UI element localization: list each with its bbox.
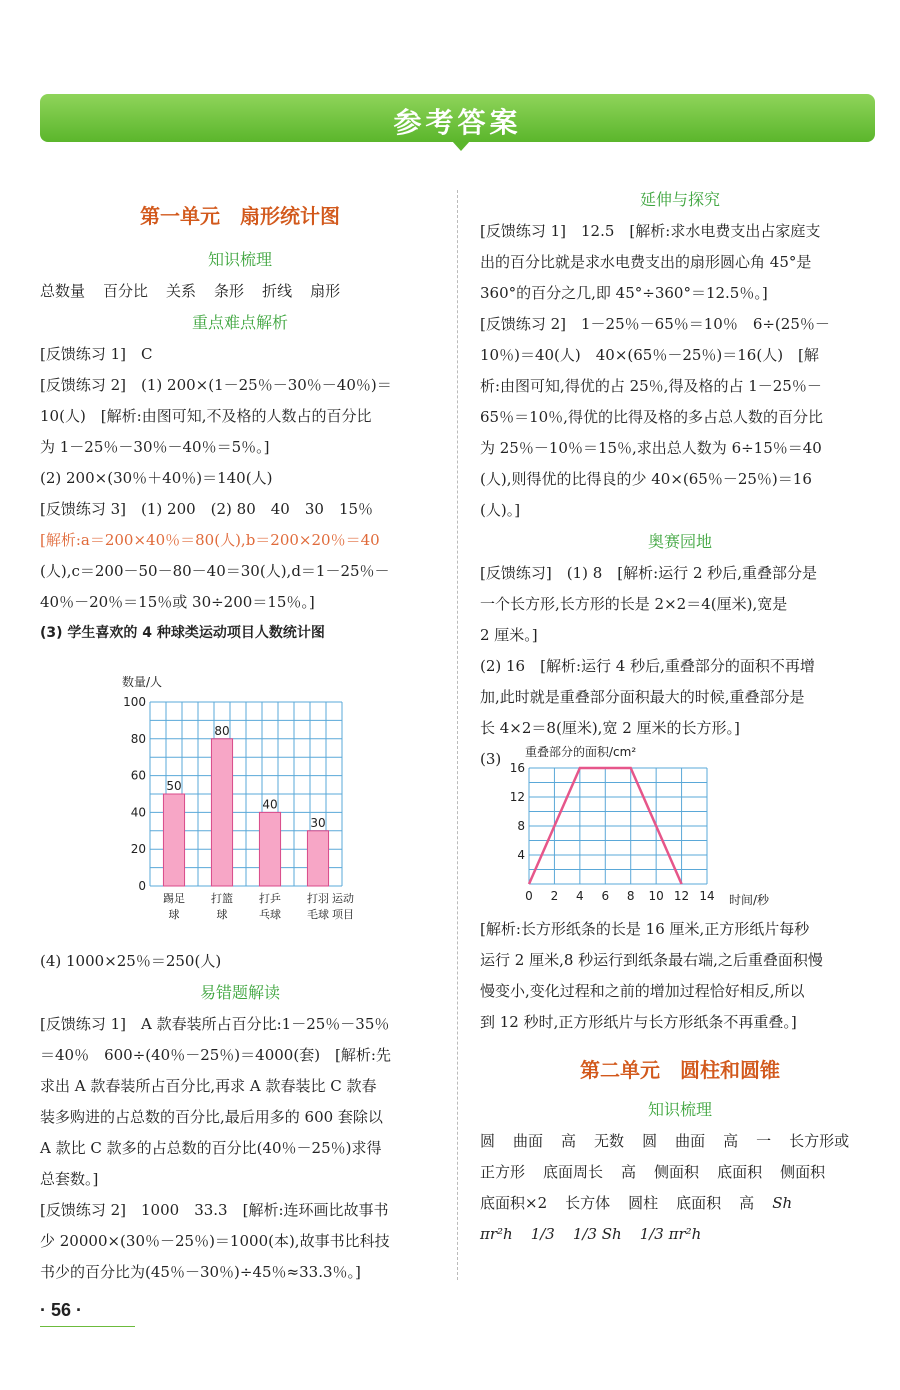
formula: 1/3 Sh [572, 1225, 622, 1243]
answer-line: 求出 A 款春装所占百分比,再求 A 款春装比 C 款春 [40, 1077, 377, 1095]
bar-value-label: 30 [310, 815, 326, 830]
bar-ytick-label: 0 [138, 879, 146, 893]
answer-line: 40％－20％＝15％或 30÷200＝15％。] [40, 593, 315, 611]
answer-line: (2) 16 [解析:运行 4 秒后,重叠部分的面积不再增 [480, 657, 815, 675]
term: 长方形或 [789, 1132, 850, 1150]
term: 正方形 [480, 1163, 526, 1181]
line-ytick-label: 16 [509, 761, 525, 775]
bar [259, 812, 280, 886]
answer-line: 到 12 秒时,正方形纸片与长方形纸条不再重叠。] [480, 1013, 797, 1031]
page-number: · 56 · [40, 1300, 83, 1320]
answer-line: 360°的百分之几,即 45°÷360°＝12.5％。] [480, 284, 768, 302]
section-errors: 易错题解读 [199, 983, 280, 1002]
answer-line: (2) 200×(30％＋40％)＝140(人) [40, 469, 273, 487]
answer-line: 出的百分比就是求水电费支出的扇形圆心角 45°是 [480, 253, 812, 271]
term: 底面周长 [543, 1163, 604, 1181]
term: 长方体 [565, 1194, 611, 1212]
term: 折线 [262, 282, 293, 300]
formula: 1/3 πr²h [639, 1225, 702, 1243]
section-knowledge-2: 知识梳理 [647, 1100, 712, 1119]
term: 高 [723, 1132, 739, 1150]
answer-line: 65％＝10％,得优的比得及格的多占总人数的百分比 [480, 408, 823, 426]
term: 高 [739, 1194, 755, 1212]
bar-xlabel-2: 项目 [332, 908, 354, 921]
answer-line: 运行 2 厘米,8 秒运行到纸条最右端,之后重叠面积慢 [480, 951, 823, 969]
answer-line: [反馈练习 2] 1000 33.3 [解析:连环画比故事书 [40, 1201, 389, 1219]
bar [307, 831, 328, 886]
answer-line: 书少的百分比为(45％－30％)÷45％≈33.3％。] [40, 1263, 361, 1281]
bar-category-label: 球 [168, 908, 180, 921]
answer-line: (4) 1000×25％＝250(人) [40, 952, 222, 970]
line-chart [505, 742, 805, 912]
answer-line: [解析:长方形纸条的长是 16 厘米,正方形纸片每秒 [480, 920, 810, 938]
unit-1-title: 第一单元 扇形统计图 [140, 204, 340, 228]
term: 底面积 [717, 1163, 763, 1181]
chart-caption: (3) 学生喜欢的 4 种球类运动项目人数统计图 [40, 625, 325, 641]
bar-ytick-label: 40 [130, 805, 146, 820]
analysis-line: [解析:a＝200×40％＝80(人),b＝200×20％＝40 [40, 531, 380, 549]
bar-category-label: 打羽 [307, 892, 329, 905]
answer-line: 析:由图可知,得优的占 25％,得及格的占 1－25％－ [480, 377, 822, 395]
answer-line: [反馈练习 2] (1) 200×(1－25％－30％－40％)＝ [40, 376, 392, 394]
term: 关系 [166, 282, 197, 300]
bar [211, 739, 232, 886]
answer-line: (人)。] [480, 501, 521, 519]
term: 高 [561, 1132, 577, 1150]
bar-ylabel: 数量/人 [122, 675, 163, 689]
line-xtick-label: 10 [648, 889, 664, 903]
answer-line: [反馈练习 3] (1) 200 (2) 80 40 30 15％ [40, 500, 374, 518]
left-column-lower [40, 946, 440, 1288]
term: 圆柱 [628, 1194, 659, 1212]
line-ytick-label: 8 [517, 819, 525, 833]
bar-chart [110, 668, 370, 938]
knowledge-terms-row-1 [480, 1126, 880, 1157]
answer-line: 为 1－25％－30％－40％＝5％。] [40, 438, 270, 456]
knowledge-terms [40, 276, 440, 307]
term: 底面积×2 [480, 1194, 548, 1212]
line-xtick-label: 4 [576, 889, 584, 903]
term: 侧面积 [780, 1163, 826, 1181]
term: 总数量 [40, 282, 86, 300]
term: 曲面 [675, 1132, 706, 1150]
answer-line: 长 4×2＝8(厘米),宽 2 厘米的长方形。] [480, 719, 740, 737]
answer-line: 一个长方形,长方形的长是 2×2＝4(厘米),宽是 [480, 595, 788, 613]
unit-2-title: 第二单元 圆柱和圆锥 [580, 1058, 780, 1082]
answer-line: [反馈练习] (1) 8 [解析:运行 2 秒后,重叠部分是 [480, 564, 818, 582]
bar-ytick-label: 20 [130, 842, 146, 857]
answer-line: 总套数。] [40, 1170, 99, 1188]
line-xtick-label: 2 [550, 889, 559, 903]
formula: πr²h [480, 1225, 513, 1243]
bar [163, 794, 184, 886]
answer-line: (人),c＝200－50－80－40＝30(人),d＝1－25％－ [40, 562, 390, 580]
term: 一 [756, 1132, 772, 1150]
answer-line: 少 20000×(30％－25％)＝1000(本),故事书比科技 [40, 1232, 390, 1250]
answer-line: [反馈练习 1] A 款春装所占百分比:1－25％－35％ [40, 1015, 390, 1033]
term: 无数 [594, 1132, 625, 1150]
line-ytick-label: 4 [517, 848, 525, 862]
answer-line: ＝40％ 600÷(40％－25％)＝4000(套) [解析:先 [40, 1046, 391, 1064]
bar-ytick-label: 80 [130, 731, 146, 746]
line-xtick-label: 0 [525, 889, 533, 903]
bar-category-label: 球 [216, 908, 228, 921]
answer-line: 2 厘米。] [480, 626, 538, 644]
answer-line: [反馈练习 2] 1－25％－65％＝10％ 6÷(25％－ [480, 315, 830, 333]
bar-value-label: 80 [214, 723, 230, 738]
knowledge-terms-row-4 [480, 1219, 880, 1250]
line-xtick-label: 14 [699, 889, 715, 903]
answer-line: A 款比 C 款多的占总数的百分比(40％－25％)求得 [40, 1139, 382, 1157]
line-xtick-label: 12 [673, 889, 690, 903]
answer-line: (人),则得优的比得良的少 40×(65％－25％)＝16 [480, 470, 812, 488]
section-olympiad: 奥赛园地 [647, 532, 712, 551]
bar-ytick-label: 100 [123, 695, 146, 709]
term: 条形 [214, 282, 245, 300]
term: 高 [621, 1163, 637, 1181]
right-column-lower [480, 914, 880, 1250]
answer-line: [反馈练习 1] C [40, 345, 153, 363]
banner-title: 参考答案 [393, 106, 522, 139]
answer-line: 为 25％－10％＝15％,求出总人数为 6÷15％＝40 [480, 439, 822, 457]
bar-category-label: 毛球 [307, 908, 329, 921]
term: 圆 [642, 1132, 658, 1150]
knowledge-terms-row-3 [480, 1188, 880, 1219]
line-xtick-label: 6 [601, 889, 610, 903]
bar-category-label: 乓球 [259, 908, 281, 921]
bar-ytick-label: 60 [130, 768, 146, 783]
section-key-points: 重点难点解析 [191, 313, 288, 332]
answer-line: [反馈练习 1] 12.5 [解析:求水电费支出占家庭支 [480, 222, 821, 240]
line-xlabel: 时间/秒 [729, 893, 770, 907]
bar-category-label: 打乒 [259, 892, 281, 905]
answer-line: 10％)＝40(人) 40×(65％－25％)＝16(人) [解 [480, 346, 819, 364]
answer-line: 10(人) [解析:由图可知,不及格的人数占的百分比 [40, 407, 372, 425]
term: Sh [772, 1194, 793, 1212]
term: 曲面 [513, 1132, 544, 1150]
term: 扇形 [310, 282, 341, 300]
part-3-label: (3) [480, 750, 502, 768]
term: 底面积 [676, 1194, 722, 1212]
bar-value-label: 40 [262, 797, 278, 812]
formula: 1/3 [530, 1225, 555, 1243]
section-knowledge: 知识梳理 [207, 250, 272, 269]
bar-value-label: 50 [166, 779, 182, 793]
answer-line: 装多购进的占总数的百分比,最后用多的 600 套除以 [40, 1108, 383, 1126]
banner-tip [452, 141, 470, 151]
left-column [40, 196, 440, 649]
bar-xlabel-1: 运动 [332, 892, 354, 905]
answer-line: 加,此时就是重叠部分面积最大的时候,重叠部分是 [480, 688, 805, 706]
right-column [480, 184, 880, 775]
line-xtick-label: 8 [626, 889, 635, 903]
term: 百分比 [103, 282, 149, 300]
line-ylabel: 重叠部分的面积/cm² [525, 745, 637, 759]
bar-category-label: 打篮 [211, 892, 233, 905]
bar-category-label: 踢足 [163, 892, 185, 905]
term: 圆 [480, 1132, 496, 1150]
answer-banner [40, 94, 875, 142]
page-number-rule [40, 1326, 135, 1327]
term: 侧面积 [654, 1163, 700, 1181]
knowledge-terms-row-2 [480, 1157, 880, 1188]
column-divider [457, 190, 458, 1280]
answer-line: 慢变小,变化过程和之前的增加过程恰好相反,所以 [480, 982, 805, 1000]
line-ytick-label: 12 [509, 790, 525, 804]
section-extend: 延伸与探究 [639, 190, 720, 209]
